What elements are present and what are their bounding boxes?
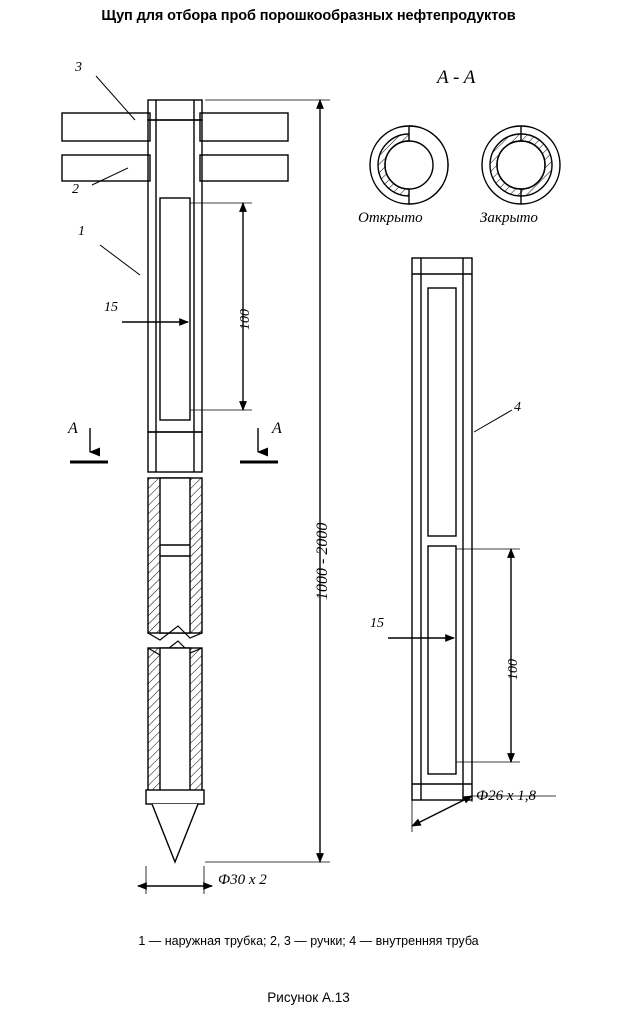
callout-3: 3 <box>75 60 82 75</box>
dim-inner-diameter: Ф26 х 1,8 <box>476 788 536 804</box>
section-mark-left: A <box>68 420 78 437</box>
dim-15-left: 15 <box>104 300 118 315</box>
dim-15-right: 15 <box>370 616 384 631</box>
page-title: Щуп для отбора проб порошкообразных нефтепродуктов <box>101 8 516 24</box>
section-label: A - A <box>437 67 476 88</box>
state-closed-label: Закрыто <box>480 210 538 226</box>
callout-2: 2 <box>72 182 79 197</box>
figure-caption: Рисунок А.13 <box>267 990 350 1005</box>
state-open-label: Открыто <box>358 210 423 226</box>
dim-100-left: 100 <box>238 309 253 330</box>
legend: 1 — наружная трубка; 2, 3 — ручки; 4 — внутренняя труба <box>138 934 479 948</box>
callout-1: 1 <box>78 224 85 239</box>
dim-100-right: 100 <box>506 659 521 680</box>
section-mark-right: A <box>272 420 282 437</box>
callout-4: 4 <box>514 400 521 415</box>
dim-total-length: 1000 - 2000 <box>314 522 331 600</box>
dim-outer-diameter: Ф30 х 2 <box>218 872 267 888</box>
